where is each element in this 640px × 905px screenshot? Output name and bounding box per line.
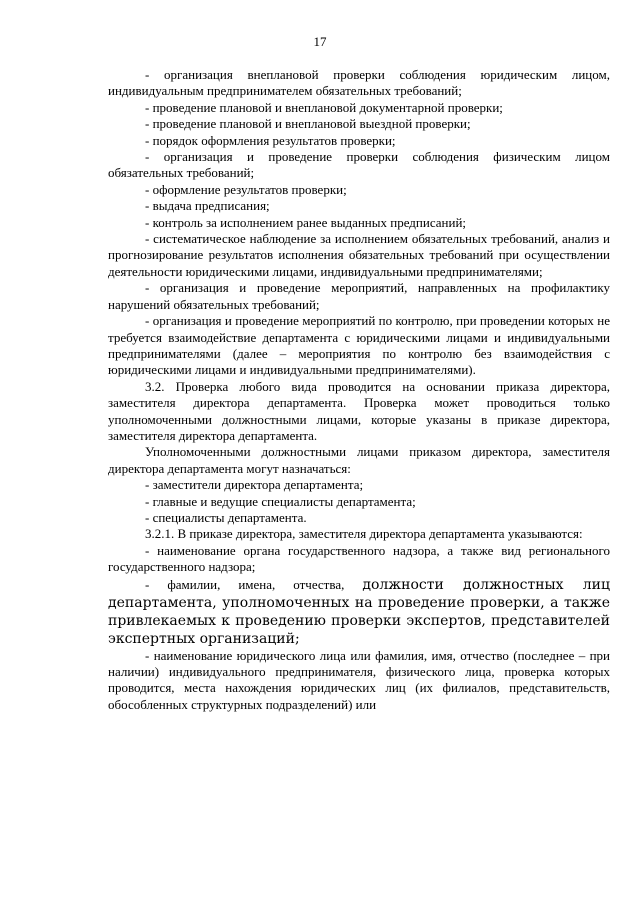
paragraph: - выдача предписания; bbox=[145, 198, 270, 214]
paragraph: - наименование юридического лица или фамилия, имя, отчество (последнее – при наличии) индивидуального предпринимателя, физического лица, проверка которых проводится, места нахождения юридических лиц (их филиалов, представительств, обособленных структурных подразделений) или bbox=[108, 647, 610, 712]
paragraph: 3.2. Проверка любого вида проводится на основании приказа директора, заместителя директора департамента. Проверка может проводиться только уполномоченными должностными лицами, которые указаны в приказе директора, заместителя директора департамента. bbox=[108, 378, 610, 443]
paragraph: - специалисты департамента. bbox=[145, 509, 307, 525]
paragraph: - систематическое наблюдение за исполнением обязательных требований, анализ и прогнозирование результатов исполнения обязательных требований при осуществлении деятельности юридическими лицами, индивидуальными предпринимателями; bbox=[108, 231, 610, 279]
paragraph: - порядок оформления результатов проверки; bbox=[145, 132, 396, 148]
document-body bbox=[108, 67, 610, 713]
paragraph: - контроль за исполнением ранее выданных предписаний; bbox=[145, 214, 467, 230]
paragraph-tail-text: должности должностных лиц департамента, уполномоченных на проведение проверки, а также привлекаемых к проведению проверки экспертов, представителей экспертных организаций; bbox=[108, 576, 610, 647]
paragraph: - организация внеплановой проверки соблюдения юридическим лицом, индивидуальным предпринимателем обязательных требований; bbox=[108, 67, 610, 99]
paragraph-lead-text: - фамилии, имена, отчества, bbox=[145, 576, 363, 592]
paragraph: - организация и проведение проверки соблюдения физическим лицом обязательных требований; bbox=[108, 149, 610, 181]
paragraph: - заместители директора департамента; bbox=[145, 477, 364, 493]
paragraph: - проведение плановой и внеплановой выездной проверки; bbox=[145, 116, 471, 132]
paragraph-mixed-font bbox=[108, 576, 610, 648]
paragraph: - проведение плановой и внеплановой документарной проверки; bbox=[145, 99, 503, 115]
paragraph: - главные и ведущие специалисты департамента; bbox=[145, 493, 416, 509]
paragraph: - организация и проведение мероприятий по контролю, при проведении которых не требуется взаимодействие департамента с юридическими лицами и индивидуальными предпринимателями (далее – мероприятия по контролю без взаимодействия с юридическими лицами и индивидуальными предпринимателями). bbox=[108, 313, 610, 378]
paragraph: 3.2.1. В приказе директора, заместителя директора департамента указываются: bbox=[145, 526, 583, 542]
paragraph: - оформление результатов проверки; bbox=[145, 181, 347, 197]
paragraph: Уполномоченными должностными лицами приказом директора, заместителя директора департамента могут назначаться: bbox=[108, 444, 610, 476]
paragraph: - организация и проведение мероприятий, направленных на профилактику нарушений обязательных требований; bbox=[108, 280, 610, 312]
page-number: 17 bbox=[313, 34, 327, 49]
paragraph: - наименование органа государственного надзора, а также вид регионального государственного надзора; bbox=[108, 542, 610, 575]
